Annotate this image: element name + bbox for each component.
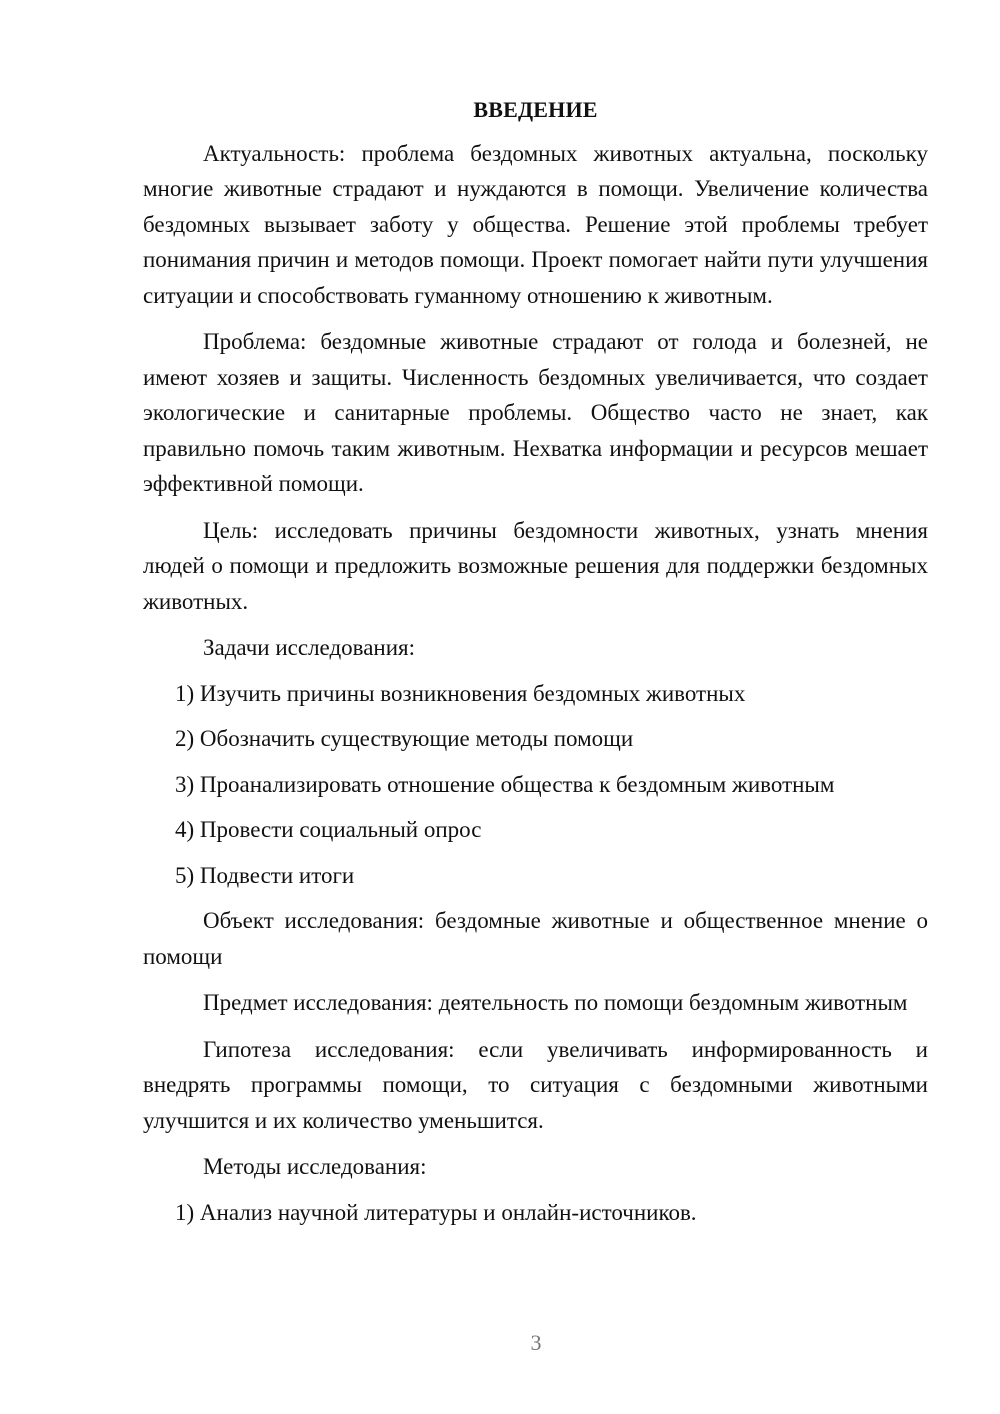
task-item: 3) Проанализировать отношение общества к бездомным животным: [175, 771, 835, 797]
tasks-heading: Задачи исследования:: [203, 635, 416, 660]
problem-paragraph: Проблема: бездомные животные страдают от голода и болезней, не имеют хозяев и защиты. Численность бездомных увеличивается, что создает экологические и санитарные проблемы. Общество часто не знает, как правильно помочь таким животным. Нехватка информации и ресурсов мешает эффективной помощи.: [143, 329, 928, 496]
object-paragraph: Объект исследования: бездомные животные и общественное мнение о помощи: [143, 908, 928, 969]
method-item: 1) Анализ научной литературы и онлайн-источников.: [175, 1199, 697, 1225]
task-item: 2) Обозначить существующие методы помощи: [175, 726, 634, 751]
hypothesis-paragraph: Гипотеза исследования: если увеличивать информированность и внедрять программы помощи, то ситуация с бездомными животными улучшится и их количество уменьшится.: [143, 1036, 928, 1133]
task-item: 5) Подвести итоги: [175, 862, 355, 888]
task-item: 1) Изучить причины возникновения бездомных животных: [175, 680, 746, 706]
page-title: ВВЕДЕНИЕ: [473, 97, 598, 122]
document-body: [143, 92, 928, 1240]
goal-paragraph: Цель: исследовать причины бездомности животных, узнать мнения людей о помощи и предложить возможные решения для поддержки бездомных животных.: [143, 517, 928, 614]
task-item: 4) Провести социальный опрос: [175, 817, 482, 842]
subject-paragraph: Предмет исследования: деятельность по помощи бездомным животным: [203, 990, 908, 1015]
methods-heading: Методы исследования:: [203, 1154, 427, 1179]
page-number: 3: [530, 1330, 542, 1355]
relevance-paragraph: Актуальность: проблема бездомных животных актуальна, поскольку многие животные страдают и нуждаются в помощи. Увеличение количества бездомных вызывает заботу у общества. Решение этой проблемы требует понимания причин и методов помощи. Проект помогает найти пути улучшения ситуации и способствовать гуманному отношению к животным.: [143, 140, 928, 308]
